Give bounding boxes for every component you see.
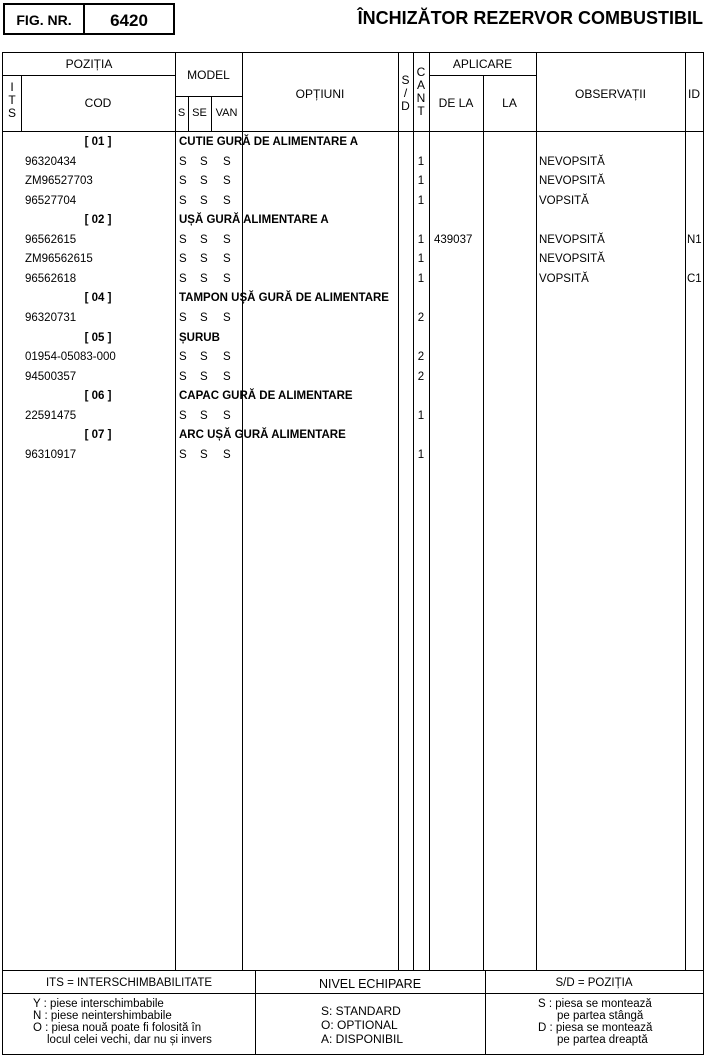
group-position: [ 05 ]	[84, 331, 112, 344]
header-optiuni: OPȚIUNI	[295, 87, 345, 101]
group-position: [ 07 ]	[84, 429, 112, 442]
model-s-value: S	[179, 253, 187, 266]
page-title: ÎNCHIZĂTOR REZERVOR COMBUSTIBIL	[357, 8, 703, 28]
part-code: 94500357	[25, 370, 77, 383]
model-van-value: S	[223, 272, 231, 285]
group-description: ȘURUB	[179, 331, 220, 344]
header-model: MODEL	[187, 68, 230, 82]
group-description: UȘĂ GURĂ ALIMENTARE A	[179, 214, 329, 227]
header-id: ID	[688, 87, 700, 101]
header-model-van: VAN	[215, 107, 238, 119]
model-se-value: S	[200, 175, 208, 188]
model-van-value: S	[223, 155, 231, 168]
header-de-la: DE LA	[438, 96, 474, 110]
header-la: LA	[502, 96, 517, 110]
model-se-value: S	[200, 351, 208, 364]
model-van-value: S	[223, 311, 231, 324]
model-van-value: S	[223, 194, 231, 207]
footer-sd-legend: S : piesa se montează pe partea stângă D : piesa se montează pe partea dreaptă	[538, 998, 653, 1046]
figure-label: FIG. NR.	[16, 12, 72, 28]
model-s-value: S	[179, 409, 187, 422]
header-sd: S / D	[401, 73, 410, 113]
model-se-value: S	[200, 253, 208, 266]
model-se-value: S	[200, 272, 208, 285]
model-se-value: S	[200, 194, 208, 207]
quantity-value: 1	[417, 175, 425, 188]
observation-value: VOPSITĂ	[539, 194, 589, 207]
model-se-value: S	[200, 409, 208, 422]
part-code: 96562615	[25, 233, 77, 246]
header-model-se: SE	[192, 107, 207, 119]
part-code: 96320434	[25, 155, 77, 168]
model-se-value: S	[200, 155, 208, 168]
quantity-value: 2	[417, 351, 425, 364]
figure-number-box	[3, 3, 175, 35]
model-van-value: S	[223, 233, 231, 246]
part-code: 96320731	[25, 311, 77, 324]
part-code: 96310917	[25, 448, 77, 461]
model-s-value: S	[179, 155, 187, 168]
model-s-value: S	[179, 370, 187, 383]
header-model-s: S	[177, 107, 186, 119]
quantity-value: 1	[417, 155, 425, 168]
group-position: [ 04 ]	[84, 292, 112, 305]
header-cant: C A N T	[416, 65, 426, 118]
group-position: [ 01 ]	[84, 136, 112, 148]
group-position: [ 02 ]	[84, 214, 112, 227]
part-code: ZM96562615	[25, 253, 93, 266]
quantity-value: 1	[417, 272, 425, 285]
observation-value: NEVOPSITĂ	[539, 155, 605, 168]
quantity-value: 2	[417, 311, 425, 324]
part-code: ZM96527703	[25, 175, 93, 188]
quantity-value: 1	[417, 448, 425, 461]
part-code: 01954-05083-000	[25, 351, 116, 364]
model-se-value: S	[200, 233, 208, 246]
figure-number: 6420	[110, 11, 148, 30]
part-code: 22591475	[25, 409, 77, 422]
part-code: 96527704	[25, 194, 77, 207]
model-van-value: S	[223, 253, 231, 266]
model-s-value: S	[179, 175, 187, 188]
observation-value: NEVOPSITĂ	[539, 233, 605, 246]
header-pozitia: POZIȚIA	[65, 57, 113, 71]
model-van-value: S	[223, 448, 231, 461]
model-van-value: S	[223, 351, 231, 364]
group-description: CUTIE GURĂ DE ALIMENTARE A	[179, 136, 359, 148]
quantity-value: 1	[417, 194, 425, 207]
id-value: C1	[687, 272, 702, 285]
model-s-value: S	[179, 351, 187, 364]
group-description: CAPAC GURĂ DE ALIMENTARE	[179, 390, 353, 403]
model-s-value: S	[179, 233, 187, 246]
observation-value: NEVOPSITĂ	[539, 175, 605, 188]
model-van-value: S	[223, 370, 231, 383]
observation-value: NEVOPSITĂ	[539, 253, 605, 266]
group-position: [ 06 ]	[84, 390, 112, 403]
quantity-value: 1	[417, 233, 425, 246]
header-observatii: OBSERVAȚII	[575, 87, 646, 101]
group-description: TAMPON UȘĂ GURĂ DE ALIMENTARE	[179, 292, 389, 305]
group-description: ARC UȘĂ GURĂ ALIMENTARE	[179, 429, 346, 442]
model-se-value: S	[200, 311, 208, 324]
header-its: I T S	[7, 80, 16, 120]
quantity-value: 1	[417, 253, 425, 266]
footer-nivel-title: NIVEL ECHIPARE	[318, 977, 422, 991]
footer-its-legend: Y : piese interschimbabile N : piese neintershimbabile O : piesa nouă poate fi folosită în locul celei vechi, dar nu și invers	[33, 998, 212, 1046]
model-se-value: S	[200, 370, 208, 383]
model-s-value: S	[179, 311, 187, 324]
footer-its-title: ITS = INTERSCHIMBABILITATE	[45, 977, 213, 989]
id-value: N1	[687, 233, 702, 246]
part-code: 96562618	[25, 272, 77, 285]
model-van-value: S	[223, 409, 231, 422]
model-s-value: S	[179, 194, 187, 207]
model-van-value: S	[223, 175, 231, 188]
applies-from-value: 439037	[434, 233, 473, 246]
quantity-value: 2	[417, 370, 425, 383]
model-se-value: S	[200, 448, 208, 461]
footer-nivel-legend: S: STANDARD O: OPTIONAL A: DISPONIBIL	[321, 1004, 404, 1046]
observation-value: VOPSITĂ	[539, 272, 589, 285]
model-s-value: S	[179, 272, 187, 285]
header-cod: COD	[84, 96, 112, 110]
footer-sd-title: S/D = POZIȚIA	[555, 977, 633, 989]
header-aplicare: APLICARE	[452, 57, 513, 71]
model-s-value: S	[179, 448, 187, 461]
quantity-value: 1	[417, 409, 425, 422]
parts-table	[2, 52, 704, 1055]
